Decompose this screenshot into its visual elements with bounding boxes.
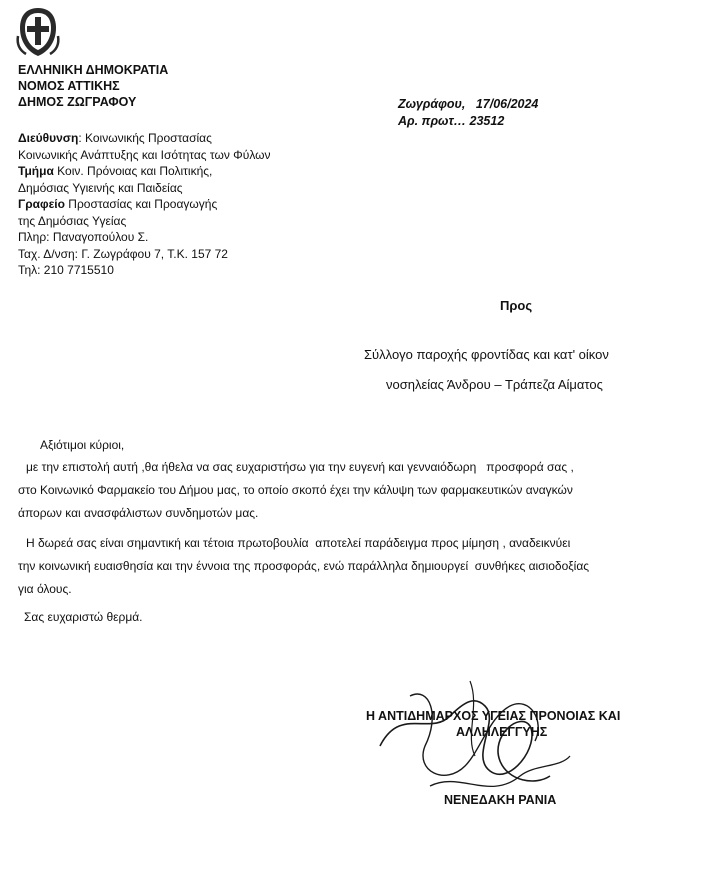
phone-number: Τηλ: 210 7715510 [18,263,114,277]
paragraph1-line3: άπορων και ανασφάλιστων συνδημοτών μας. [18,506,259,520]
directorate-line1: : Κοινωνικής Προστασίας [78,131,212,145]
header-municipality: ΔΗΜΟΣ ΖΩΓΡΑΦΟΥ [18,95,137,109]
recipient-line1: Σύλλογο παροχής φροντίδας και κατ' οίκον [364,347,609,362]
paragraph1-line1: με την επιστολή αυτή ,θα ήθελα να σας ευχαριστήσω για την ευγενή και γενναιόδωρη προσφορά σας , [26,460,574,474]
to-label: Προς [500,298,533,313]
office-line2: της Δημόσιας Υγείας [18,213,127,228]
header-republic: ΕΛΛΗΝΙΚΗ ΔΗΜΟΚΡΑΤΙΑ [18,63,169,77]
postal-address: Ταχ. Δ/νση: Γ. Ζωγράφου 7, Τ.Κ. 157 72 [18,246,228,261]
section-label: Τμήμα [18,164,54,178]
paragraph2-line3: για όλους. [18,582,72,596]
info-person: Πληρ: Παναγοπούλου Σ. [18,230,149,244]
greek-emblem-icon [14,6,62,58]
date-block [398,96,538,130]
department-block [18,130,378,279]
signatory-title-line1: Η ΑΝΤΙΔΗΜΑΡΧΟΣ ΥΓΕΙΑΣ ΠΡΟΝΟΙΑΣ ΚΑΙ [366,709,621,723]
paragraph2-line1: Η δωρεά σας είναι σημαντική και τέτοια πρωτοβουλία αποτελεί παράδειγμα προς μίμηση , αναδεικνύει [26,536,571,550]
directorate-label: Διεύθυνση [18,131,79,145]
protocol-number: Αρ. πρωτ… 23512 [398,114,505,128]
signatory-title-line2: ΑΛΛΗΛΕΓΓΥΗΣ [456,725,548,739]
paragraph1-line2: στο Κοινωνικό Φαρμακείο του Δήμου μας, το οποίο σκοπό έχει την κάλυψη των φαρμακευτικών αναγκών [18,483,573,497]
section-line1: Κοιν. Πρόνοιας και Πολιτικής, [53,164,213,178]
paragraph2-line2: την κοινωνική ευαισθησία και την έννοια της προσφοράς, ενώ παράλληλα δημιουργεί συνθήκες αισιοδοξίας [18,559,590,573]
section-line2: Δημόσιας Υγιεινής και Παιδείας [18,180,183,195]
signatory-name: ΝΕΝΕΔΑΚΗ ΡΑΝΙΑ [444,793,557,807]
handwritten-signature-icon [370,676,585,811]
recipient-line2: νοσηλείας Άνδρου – Τράπεζα Αίματος [386,377,603,392]
directorate-line2: Κοινωνικής Ανάπτυξης και Ισότητας των Φύλων [18,147,271,162]
office-line1: Προστασίας και Προαγωγής [64,197,218,211]
closing: Σας ευχαριστώ θερμά. [24,610,143,624]
place-date: Ζωγράφου, 17/06/2024 [398,97,539,111]
office-label: Γραφείο [18,197,65,211]
header-prefecture: ΝΟΜΟΣ ΑΤΤΙΚΗΣ [18,79,120,93]
greeting: Αξιότιμοι κύριοι, [40,438,125,452]
